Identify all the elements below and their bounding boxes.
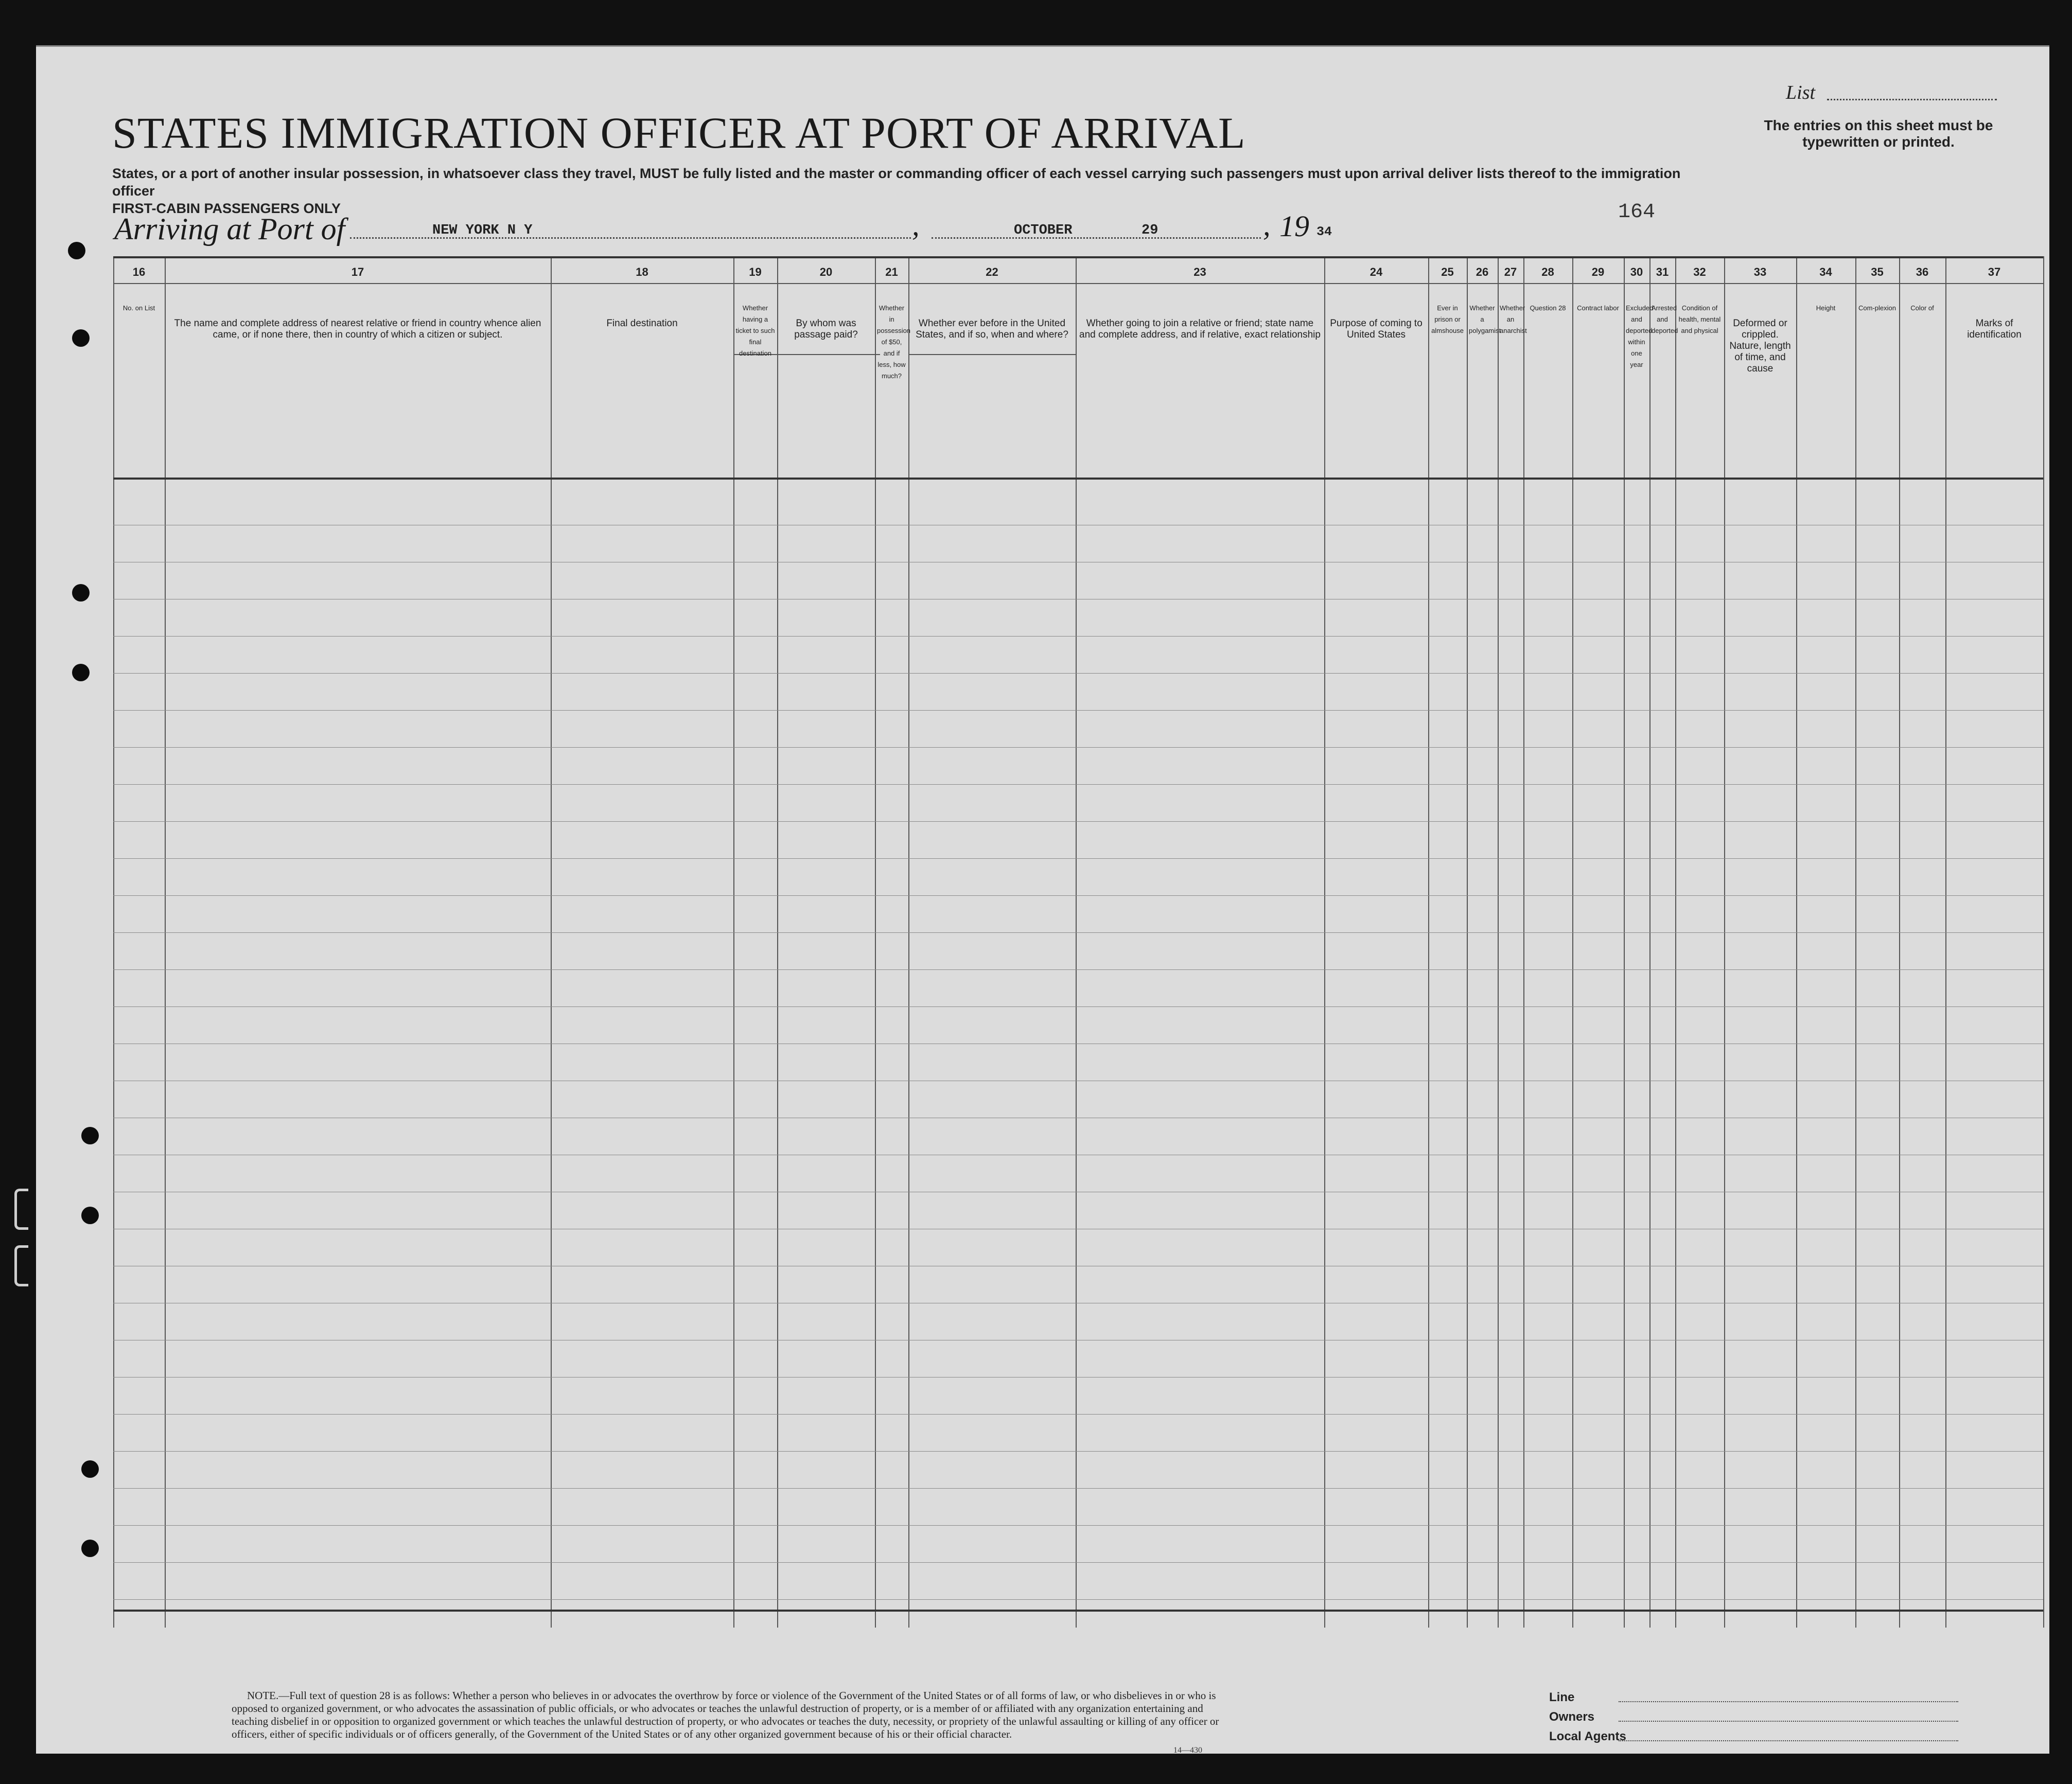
column-number: 35 (1871, 266, 1884, 278)
column-number: 26 (1476, 266, 1489, 278)
column-header: By whom was passage paid? (794, 318, 858, 340)
column-number: 25 (1441, 266, 1454, 278)
page-number: 164 (1618, 201, 1656, 224)
column-number: 18 (636, 266, 648, 278)
line-fill (1619, 1701, 1958, 1702)
column-number: 37 (1988, 266, 2001, 278)
binder-hole (68, 242, 85, 259)
column-header: Final destination (606, 318, 678, 329)
row-rule (113, 1414, 2043, 1415)
row-rule (113, 1562, 2043, 1563)
row-rule (113, 1599, 2043, 1600)
column-number: 36 (1916, 266, 1929, 278)
column-divider (1467, 256, 1468, 1628)
column-divider (1796, 256, 1797, 1628)
column-header: Height (1816, 304, 1836, 312)
sheet-top-edge (36, 45, 2049, 47)
column-divider (1076, 256, 1077, 1628)
local-agents-label: Local Agents (1549, 1729, 1626, 1743)
column-number: 21 (885, 266, 898, 278)
binder-hole (72, 664, 90, 681)
binder-hole (81, 1207, 99, 1224)
column-divider (1945, 256, 1946, 1628)
column-number: 31 (1656, 266, 1669, 278)
question-28-note: NOTE.—Full text of question 28 is as follows: Whether a person who believes in or advocates the overthrow by force or violence of the Government of the United States or of all forms of law, or who disbelieves in or who is opposed to organized government, or who advocates the assassination of public officials, or who advocates or teaches the unlawful destruction of property, or is a member of or affiliated with any organization entertaining and teaching disbelief in or opposition to organized government or which teaches the unlawful destruction of property, or who advocates or teaches the duty, necessity, or propriety of the unlawful assaulting or killing of any officer or officers, either of specific individuals or of officers generally, of the Government of the United States or of any other organized government because of his or their official character. (232, 1689, 1219, 1740)
class-line: FIRST-CABIN PASSENGERS ONLY (112, 201, 341, 216)
column-number: 29 (1591, 266, 1605, 278)
column-divider (551, 256, 552, 1628)
column-number: 17 (351, 266, 364, 278)
column-header: Whether a polygamist (1469, 304, 1501, 334)
column-header: Whether ever before in the United States, and if so, when and where? (916, 318, 1068, 340)
table-bottom-rule (113, 1610, 2043, 1612)
column-header: Condition of health, mental and physical (1678, 304, 1721, 334)
agents-fill (1619, 1740, 1958, 1741)
column-divider (113, 256, 114, 1628)
binder-clip (14, 1245, 28, 1286)
row-rule (113, 784, 2043, 785)
column-divider (1324, 256, 1325, 1628)
column-divider (1899, 256, 1900, 1628)
if-yes-subrule (908, 354, 1076, 355)
binder-clip (14, 1189, 28, 1230)
column-header: Whether an anarchist (1500, 304, 1527, 334)
column-number: 30 (1630, 266, 1643, 278)
month-value: OCTOBER (1014, 223, 1073, 238)
line-label: Line (1549, 1690, 1575, 1704)
binder-hole (81, 1127, 99, 1144)
column-divider (2043, 256, 2044, 1628)
year-prefix: 19 (1279, 209, 1309, 243)
column-divider (165, 256, 166, 1628)
column-divider (777, 256, 778, 1628)
column-divider (1724, 256, 1725, 1628)
column-header: Arrested and deported (1652, 304, 1678, 334)
column-number: 34 (1819, 266, 1832, 278)
column-header: Whether in possession of $50, and if less, how much? (877, 304, 911, 380)
binder-hole (72, 584, 90, 602)
header-bottom-rule (113, 478, 2043, 480)
row-rule (113, 1451, 2043, 1452)
column-divider (1572, 256, 1573, 1628)
column-header: Purpose of coming to United States (1330, 318, 1423, 340)
day-value: 29 (1142, 223, 1158, 238)
table-top-rule (113, 256, 2043, 258)
instructions-text (112, 165, 1708, 217)
column-header: No. on List (122, 304, 155, 312)
date-fill-line (932, 237, 1261, 239)
owners-fill (1619, 1721, 1958, 1722)
column-header: Color of (1910, 304, 1934, 312)
binder-hole (81, 1460, 99, 1478)
column-divider (908, 256, 909, 1628)
arriving-label: Arriving at Port of (114, 212, 345, 246)
column-number: 33 (1753, 266, 1767, 278)
binder-hole (81, 1540, 99, 1557)
binder-hole (72, 329, 90, 347)
row-rule (113, 673, 2043, 674)
row-rule (113, 895, 2043, 896)
page-title: STATES IMMIGRATION OFFICER AT PORT OF ARRIVAL (112, 108, 1246, 157)
column-number: 23 (1193, 266, 1206, 278)
row-rule (113, 1488, 2043, 1489)
row-rule (113, 932, 2043, 933)
column-divider (1428, 256, 1429, 1628)
column-divider (733, 256, 734, 1628)
year-suffix: 34 (1316, 224, 1332, 239)
column-divider (875, 256, 876, 1628)
owners-label: Owners (1549, 1710, 1595, 1724)
column-divider (1523, 256, 1524, 1628)
column-header: Excluded and deported within one year (1626, 304, 1654, 368)
column-number: 32 (1693, 266, 1706, 278)
column-divider (1498, 256, 1499, 1628)
column-number: 24 (1369, 266, 1383, 278)
column-number-rule (113, 283, 2043, 284)
row-rule (113, 747, 2043, 748)
column-divider (1624, 256, 1625, 1628)
column-header: Contract labor (1577, 304, 1619, 312)
column-divider (1649, 256, 1650, 1628)
column-number: 16 (132, 266, 146, 278)
column-divider (1675, 256, 1676, 1628)
column-divider (1855, 256, 1856, 1628)
row-rule (113, 636, 2043, 637)
column-header: Com-plexion (1858, 304, 1896, 312)
row-rule (113, 858, 2043, 859)
column-number: 27 (1504, 266, 1517, 278)
column-header: Marks of identification (1967, 318, 2022, 340)
column-header: Ever in prison or almshouse (1431, 304, 1464, 334)
comma-separator-2: , (1263, 208, 1271, 242)
instructions-line: States, or a port of another insular possession, in whatsoever class they travel, MUST be fully listed and the master or commanding officer of each vessel carrying such passengers must upon arrival deliver lists thereof to the immigration officer (112, 166, 1681, 199)
port-value: NEW YORK N Y (432, 223, 533, 238)
column-header: Question 28 (1530, 304, 1566, 312)
column-number: 28 (1541, 266, 1554, 278)
column-header: The name and complete address of nearest relative or friend in country whence alien came, or if none there, then in country of which a citizen or subject. (174, 318, 541, 340)
row-rule (113, 969, 2043, 970)
column-number: 19 (749, 266, 762, 278)
manifest-table (113, 256, 2043, 1628)
row-rule (113, 1006, 2043, 1007)
row-rule (113, 710, 2043, 711)
column-header: Whether having a ticket to such final destination (735, 304, 775, 357)
form-code: 14—430 (1173, 1746, 1202, 1754)
manifest-sheet (36, 45, 2049, 1754)
list-label: List (1786, 82, 1816, 103)
column-number: 20 (819, 266, 833, 278)
column-header: Whether going to join a relative or friend; state name and complete address, and if relative, exact relationship (1079, 318, 1321, 340)
comma-separator: , (912, 208, 920, 242)
list-fill-line (1827, 99, 1997, 100)
entries-note: The entries on this sheet must be typewritten or printed. (1764, 117, 1993, 150)
column-number: 22 (986, 266, 998, 278)
column-header: Deformed or crippled. Nature, length of time, and cause (1729, 318, 1791, 374)
row-rule (113, 821, 2043, 822)
row-rule (113, 1525, 2043, 1526)
